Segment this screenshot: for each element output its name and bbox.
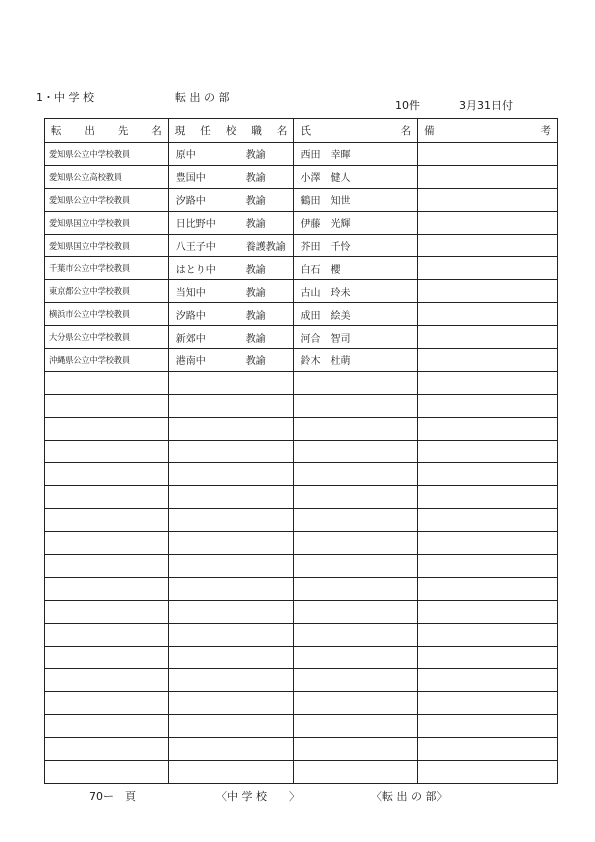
- current-school-cell: [168, 211, 294, 234]
- school-text: 日比野中: [175, 219, 216, 231]
- destination-text: 横浜市公立中学校教員: [49, 309, 130, 320]
- header-char: 転: [51, 125, 62, 137]
- current-school-cell: [168, 349, 294, 372]
- footer-school-type: 〈中 学 校 〉: [216, 790, 300, 803]
- name-text: 西田 幸暉: [300, 150, 351, 162]
- position-text: 教諭: [245, 219, 266, 231]
- school-text: 当知中: [175, 287, 206, 299]
- page-number: 70ー 頁: [89, 790, 136, 803]
- header-remarks: [418, 119, 558, 143]
- header-current-school-position: [168, 119, 294, 143]
- school-text: 原中: [175, 150, 196, 162]
- header-char: 考: [540, 125, 551, 137]
- destination-cell: [45, 280, 169, 303]
- table-row: [45, 326, 558, 349]
- destination-cell: [45, 188, 169, 211]
- empty-table-row: [45, 600, 558, 623]
- empty-table-row: [45, 509, 558, 532]
- destination-text: 愛知県公立高校教員: [49, 171, 122, 182]
- remarks-cell: [418, 326, 558, 349]
- table-row: [45, 143, 558, 166]
- remarks-cell: [418, 349, 558, 372]
- header-char: 名: [400, 125, 412, 137]
- position-text: 教諭: [245, 173, 266, 185]
- current-school-cell: [168, 326, 294, 349]
- effective-date: 3月31日付: [459, 99, 513, 112]
- name-cell: [294, 257, 418, 280]
- position-text: 養護教諭: [245, 242, 286, 253]
- table-row: [45, 188, 558, 211]
- table-row: [45, 349, 558, 372]
- position-text: 教諭: [245, 264, 266, 276]
- position-text: 教諭: [245, 196, 266, 208]
- empty-table-row: [45, 440, 558, 463]
- remarks-cell: [418, 165, 558, 188]
- name-cell: [294, 326, 418, 349]
- school-text: 港南中: [175, 356, 206, 368]
- empty-table-row: [45, 669, 558, 692]
- header-name: [294, 119, 418, 143]
- destination-text: 大分県公立中学校教員: [49, 332, 130, 343]
- current-school-cell: [168, 143, 294, 166]
- empty-table-row: [45, 532, 558, 555]
- destination-cell: [45, 257, 169, 280]
- header-char: 任: [200, 125, 211, 137]
- destination-cell: [45, 349, 169, 372]
- name-cell: [294, 303, 418, 326]
- school-text: はとり中: [175, 264, 216, 276]
- school-text: 新郊中: [175, 333, 206, 345]
- destination-cell: [45, 326, 169, 349]
- destination-text: 愛知県公立中学校教員: [49, 148, 130, 159]
- header-char: 名: [276, 125, 288, 137]
- name-text: 白石 櫻: [300, 264, 341, 276]
- table-row: [45, 211, 558, 234]
- destination-text: 東京都公立中学校教員: [49, 286, 130, 297]
- empty-table-row: [45, 577, 558, 600]
- name-text: 伊藤 光輝: [300, 219, 351, 231]
- empty-table-row: [45, 715, 558, 738]
- remarks-cell: [418, 303, 558, 326]
- remarks-cell: [418, 257, 558, 280]
- table-row: [45, 165, 558, 188]
- position-text: 教諭: [245, 333, 266, 345]
- footer-category: 〈転 出 の 部〉: [371, 790, 448, 803]
- name-cell: [294, 143, 418, 166]
- empty-table-row: [45, 761, 558, 784]
- header-char: 職: [251, 125, 262, 137]
- position-text: 教諭: [245, 356, 266, 368]
- header-char: 現: [174, 125, 186, 137]
- remarks-cell: [418, 211, 558, 234]
- header-char: 備: [424, 125, 435, 137]
- destination-text: 愛知県公立中学校教員: [49, 194, 130, 205]
- empty-table-row: [45, 463, 558, 486]
- position-text: 教諭: [245, 150, 266, 162]
- current-school-cell: [168, 280, 294, 303]
- empty-table-row: [45, 394, 558, 417]
- remarks-cell: [418, 280, 558, 303]
- table-row: [45, 257, 558, 280]
- destination-cell: [45, 234, 169, 257]
- name-text: 古山 玲未: [300, 287, 351, 299]
- school-text: 八王子中: [175, 242, 216, 253]
- name-text: 鶴田 知世: [300, 196, 351, 208]
- school-text: 豊国中: [175, 173, 206, 185]
- remarks-cell: [418, 143, 558, 166]
- header-char: 校: [225, 125, 237, 137]
- empty-table-row: [45, 555, 558, 578]
- table-row: [45, 280, 558, 303]
- position-text: 教諭: [245, 310, 266, 322]
- name-cell: [294, 165, 418, 188]
- transfer-table: [44, 118, 558, 784]
- name-text: 河合 智司: [300, 333, 351, 345]
- name-text: 芥田 千怜: [300, 242, 351, 253]
- current-school-cell: [168, 188, 294, 211]
- name-text: 小澤 健人: [300, 173, 351, 185]
- header-destination: [45, 119, 169, 143]
- current-school-cell: [168, 303, 294, 326]
- current-school-cell: [168, 257, 294, 280]
- empty-table-row: [45, 371, 558, 394]
- table-row: [45, 303, 558, 326]
- table-row: [45, 234, 558, 257]
- name-text: 成田 絵美: [300, 310, 351, 322]
- empty-table-row: [45, 623, 558, 646]
- destination-text: 愛知県国立中学校教員: [49, 217, 130, 228]
- empty-table-row: [45, 486, 558, 509]
- current-school-cell: [168, 165, 294, 188]
- destination-cell: [45, 143, 169, 166]
- remarks-cell: [418, 234, 558, 257]
- destination-text: 沖縄県公立中学校教員: [49, 354, 130, 365]
- destination-cell: [45, 211, 169, 234]
- empty-table-row: [45, 417, 558, 440]
- position-text: 教諭: [245, 287, 266, 299]
- destination-text: 千葉市公立中学校教員: [49, 263, 130, 274]
- header-char: 先: [117, 125, 129, 137]
- current-school-cell: [168, 234, 294, 257]
- name-cell: [294, 349, 418, 372]
- destination-text: 愛知県国立中学校教員: [49, 240, 130, 251]
- category-title: 転 出 の 部: [175, 91, 230, 104]
- remarks-cell: [418, 188, 558, 211]
- name-text: 鈴木 杜萌: [300, 356, 351, 368]
- name-cell: [294, 211, 418, 234]
- name-cell: [294, 280, 418, 303]
- header-char: 名: [151, 125, 162, 137]
- destination-cell: [45, 303, 169, 326]
- section-title: 1・中 学 校: [36, 91, 94, 104]
- table-header-row: [45, 119, 558, 143]
- header-char: 出: [84, 125, 95, 137]
- school-text: 汐路中: [175, 196, 206, 208]
- empty-table-row: [45, 646, 558, 669]
- transfer-count: 10件: [395, 99, 420, 112]
- empty-table-row: [45, 738, 558, 761]
- school-text: 汐路中: [175, 310, 206, 322]
- name-cell: [294, 234, 418, 257]
- destination-cell: [45, 165, 169, 188]
- header-char: 氏: [300, 125, 311, 137]
- name-cell: [294, 188, 418, 211]
- empty-table-row: [45, 692, 558, 715]
